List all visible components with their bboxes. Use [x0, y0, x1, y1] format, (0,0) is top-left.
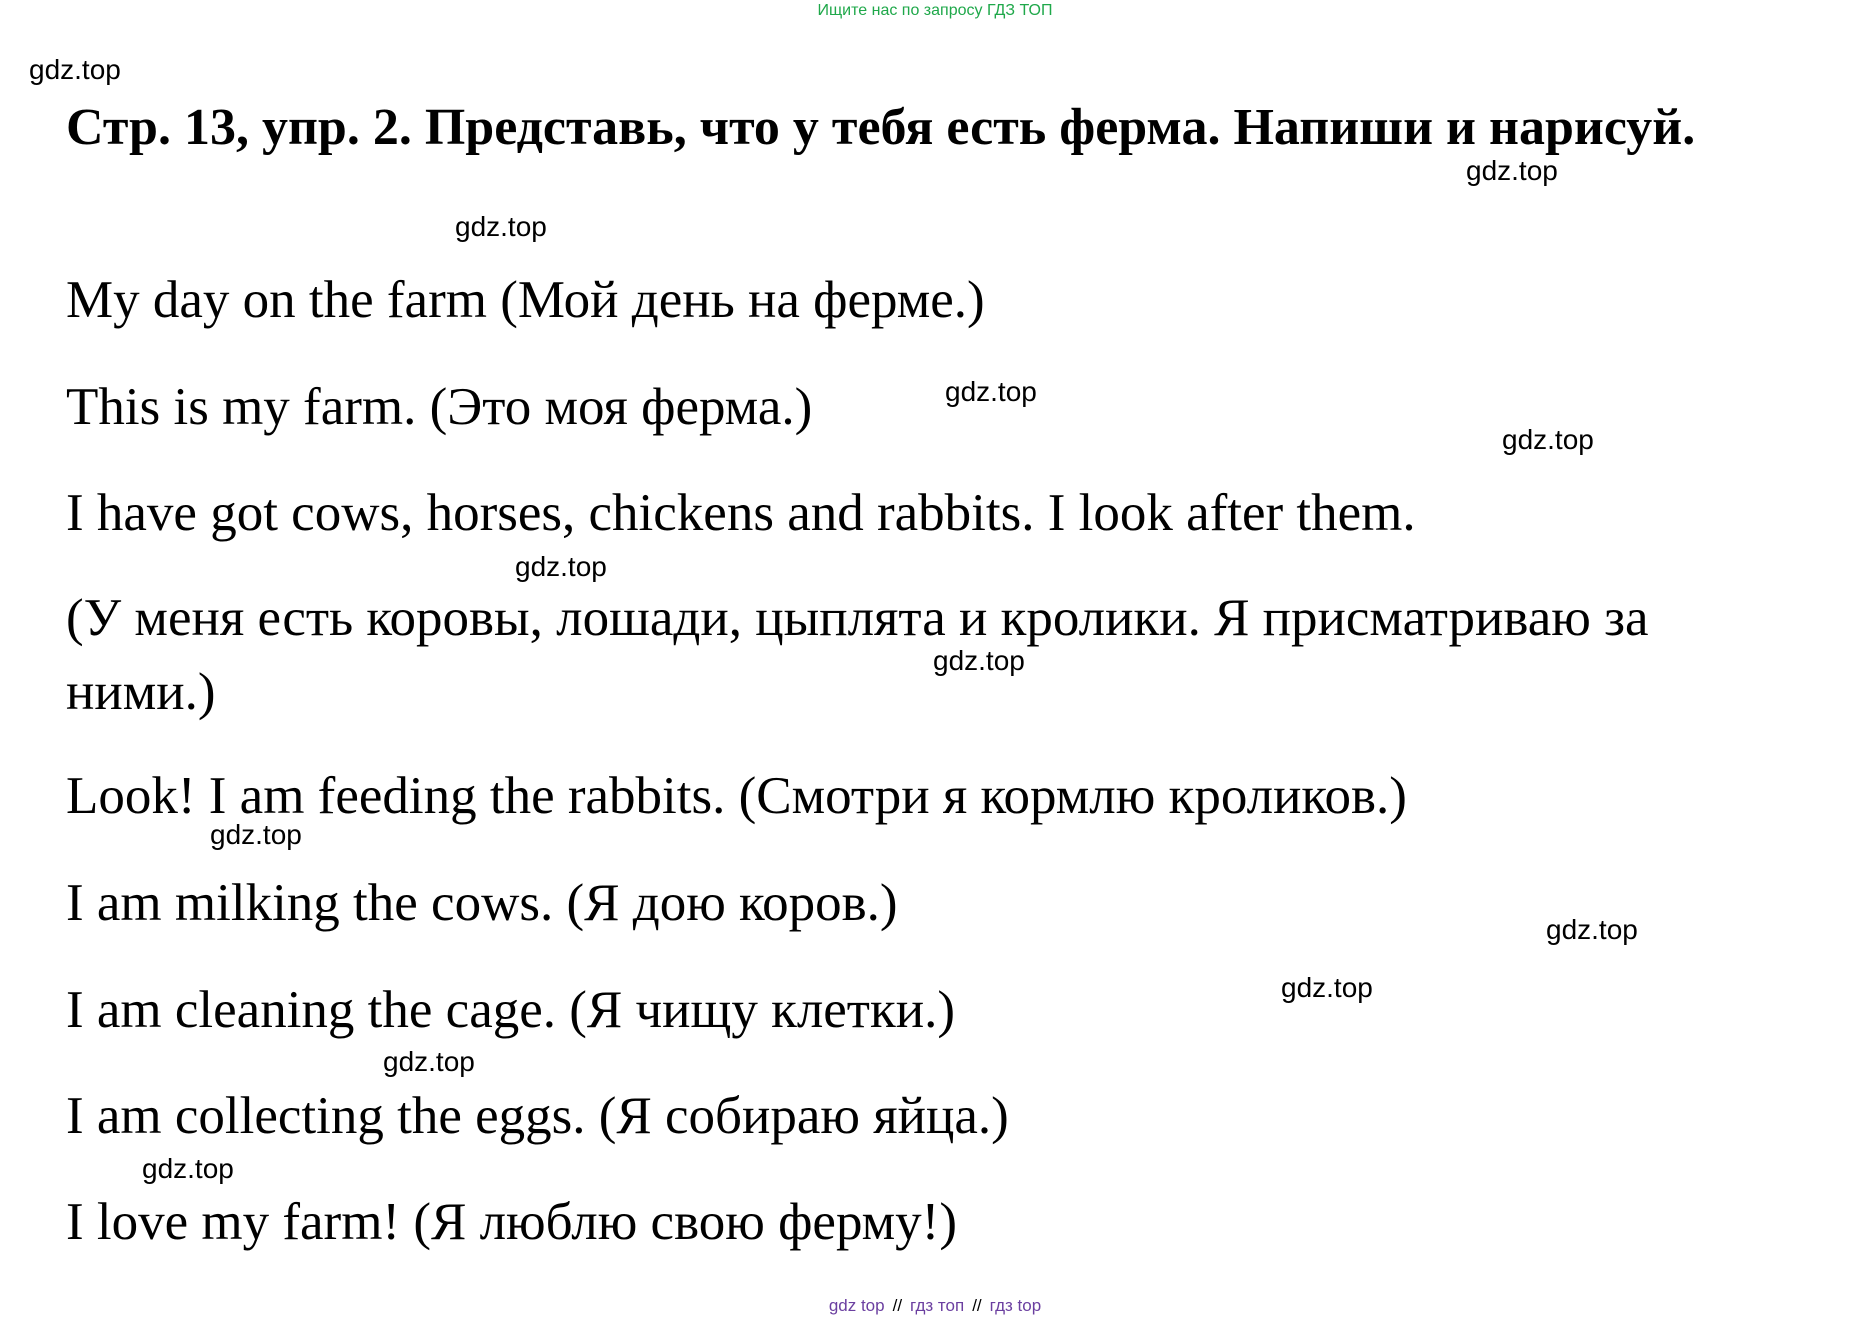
watermark: gdz.top [515, 551, 607, 582]
footer-link-gdz-top[interactable]: gdz top [828, 1296, 885, 1315]
footer-separator: // [892, 1296, 903, 1315]
text-line-7: I am milking the cows. (Я дою коров.) [66, 874, 898, 932]
text-line-5: ними.) [66, 663, 216, 721]
watermark: gdz.top [210, 819, 302, 850]
text-line-4: (У меня есть коровы, лошади, цыплята и кролики. Я присматриваю за [66, 589, 1649, 647]
text-line-6: Look! I am feeding the rabbits. (Смотри я кормлю кроликов.) [66, 767, 1407, 825]
exercise-title: Стр. 13, упр. 2. Представь, что у тебя есть ферма. Напиши и нарисуй. [66, 99, 1696, 156]
watermark: gdz.top [455, 211, 547, 242]
top-banner-link[interactable]: Ищите нас по запросу ГДЗ ТОП [817, 2, 1053, 19]
text-line-9: I am collecting the eggs. (Я собираю яйца.) [66, 1087, 1009, 1145]
watermark: gdz.top [933, 645, 1025, 676]
watermark: gdz.top [1502, 424, 1594, 455]
watermark: gdz.top [1546, 914, 1638, 945]
footer-link-gdz-top-mixed[interactable]: гдз top [989, 1296, 1042, 1315]
watermark: gdz.top [945, 376, 1037, 407]
text-line-8: I am cleaning the cage. (Я чищу клетки.) [66, 981, 955, 1039]
text-line-10: I love my farm! (Я люблю свою ферму!) [66, 1193, 957, 1251]
watermark: gdz.top [383, 1046, 475, 1077]
watermark: gdz.top [1281, 972, 1373, 1003]
footer-link-gdz-top-ru[interactable]: гдз топ [910, 1296, 965, 1315]
watermark: gdz.top [142, 1153, 234, 1184]
footer-separator: // [972, 1296, 982, 1315]
watermark: gdz.top [1466, 155, 1558, 186]
text-line-3: I have got cows, horses, chickens and rabbits. I look after them. [66, 484, 1416, 542]
text-line-1: My day on the farm (Мой день на ферме.) [66, 271, 985, 329]
watermark: gdz.top [29, 54, 121, 85]
text-line-2: This is my farm. (Это моя ферма.) [66, 378, 813, 436]
footer-links [0, 1296, 1870, 1316]
